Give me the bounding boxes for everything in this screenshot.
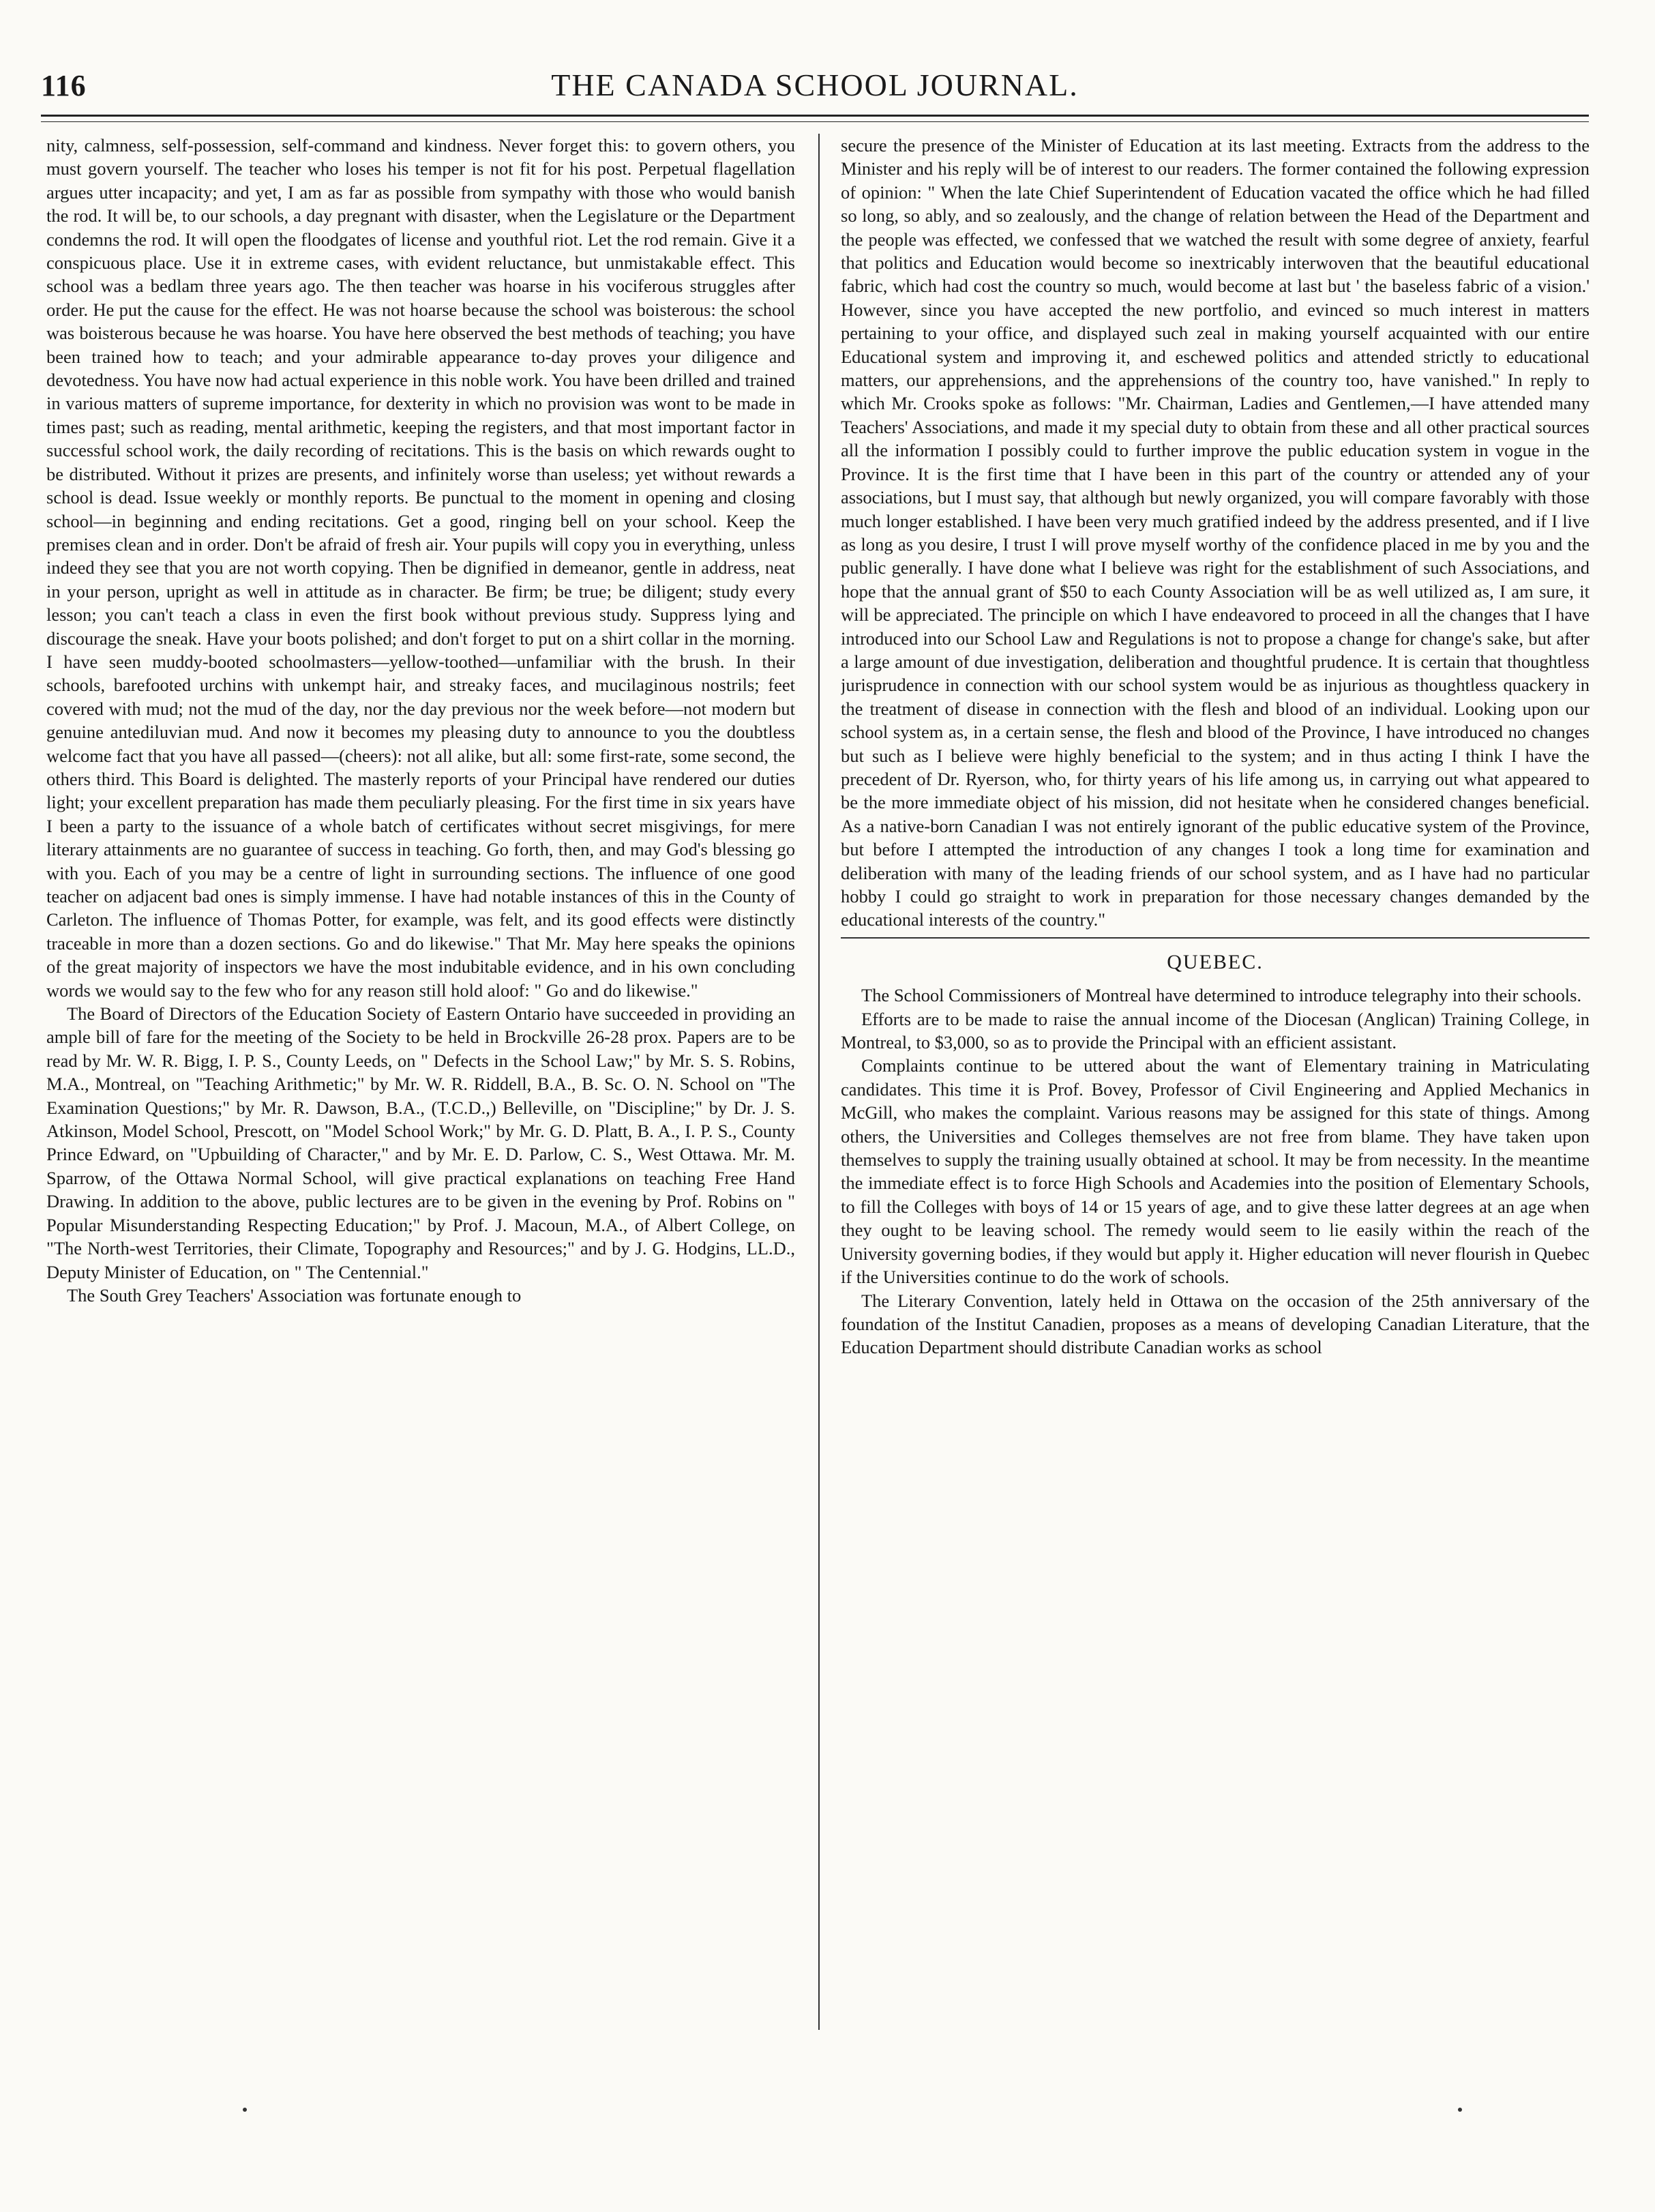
column-divider [818, 134, 820, 2030]
right-column [841, 134, 1590, 2173]
header-rule-thin [41, 121, 1589, 122]
section-rule [841, 937, 1590, 939]
header-rule [41, 115, 1589, 117]
left-paragraph-1: nity, calmness, self-possession, self-command and kindness. Never forget this: to govern others, you must govern yourself. The teacher who loses his temper is not fit for his post. Perpetual flagellation argues utter incapacity; and yet, I am as far as possible from sympathy with those who would banish the rod. It will be, to our schools, a day pregnant with disaster, when the Legislature or the Department condemns the rod. It will open the floodgates of license and youthful riot. Let the rod remain. Give it a conspicuous place. Use it in extreme cases, with evident reluctance, but unmistakable effect. This school was a bedlam three years ago. The then teacher was hoarse in his vociferous struggles after order. He put the cause for the effect. He was not hoarse because the school was boisterous: the school was boisterous because he was hoarse. You have here observed the best methods of teaching; you have been trained how to teach; and your admirable appearance to-day proves your diligence and devotedness. You have now had actual experience in this noble work. You have been drilled and trained in various matters of supreme importance, for dexterity in which no provision was wont to be made in times past; such as reading, mental arithmetic, keeping the registers, and that most important factor in successful school work, the daily recording of recitations. This is the basis on which rewards ought to be distributed. Without it prizes are presents, and infinitely worse than useless; yet without rewards a school is dead. Issue weekly or monthly reports. Be punctual to the moment in opening and closing school—in beginning and ending recitations. Get a good, ringing bell on your school. Keep the premises clean and in order. Don't be afraid of fresh air. Your pupils will copy you in everything, unless indeed they see that you are not worth copying. Then be dignified in demeanor, gentle in address, neat in your person, upright as well in attitude as in character. Be firm; be true; be diligent; study every lesson; you can't teach a class in even the first book without previous study. Suppress lying and discourage the sneak. Have your boots polished; and don't forget to put on a shirt collar in the morning. I have seen muddy-booted schoolmasters—yellow-toothed—unfamiliar with the brush. In their schools, barefooted urchins with unkempt hair, and streaky faces, and mucilaginous nostrils; feet covered with mud; not the mud of the day, nor the day previous nor the week before—not modern but genuine antediluvian mud. And now it becomes my pleasing duty to announce to you the doubtless welcome fact that you have all passed—(cheers): not all alike, but all: some first-rate, some second, the others third. This Board is delighted. The masterly reports of your Principal have rendered our duties light; your excellent preparation has made them peculiarly pleasing. For the first time in six years have I been a party to the issuance of a whole batch of certificates without secret misgivings, for mere literary attainments are no guarantee of success in teaching. Go forth, then, and may God's blessing go with you. Each of you may be a centre of light in surrounding sections. The influence of one good teacher on adjacent bad ones is simply immense. I have had notable instances of this in the County of Carleton. The influence of Thomas Potter, for example, was felt, and its good effects were distinctly traceable in more than a dozen sections. Go and do likewise." That Mr. May here speaks the opinions of the great majority of inspectors we have the most indubitable evidence, and in his own concluding words we would say to the few who for any reason still hold aloof: " Go and do likewise." [46, 135, 795, 1001]
left-column [46, 134, 795, 2173]
page-number: 116 [41, 69, 87, 102]
left-paragraph-2: The Board of Directors of the Education Society of Eastern Ontario have succeeded in providing an ample bill of fare for the meeting of the Society to be held in Brockville 26-28 prox. Papers are to be read by Mr. W. R. Bigg, I. P. S., County Leeds, on " Defects in the School Law;" by Mr. S. S. Robins, M.A., Montreal, on "Teaching Arithmetic;" by Mr. W. R. Riddell, B.A., B. Sc. O. N. School on "The Examination Questions;" by Mr. R. Dawson, B.A., (T.C.D.,) Belleville, on "Discipline;" by Dr. J. S. Atkinson, Model School, Prescott, on "Model School Work;" by Mr. G. D. Platt, B. A., I. P. S., County Prince Edward, on "Upbuilding of Character," and by Mr. E. D. Parlow, C. S., West Ottawa. Mr. M. Sparrow, of the Ottawa Normal School, will give practical explanations on teaching Free Hand Drawing. In addition to the above, public lectures are to be given in the evening by Prof. Robins on " Popular Misunderstanding Respecting Education;" by Prof. J. Macoun, M.A., of Albert College, on "The North-west Territories, their Climate, Topography and Resources;" and by J. G. Hodgins, LL.D., Deputy Minister of Education, on " The Centennial." [46, 1003, 795, 1282]
page-header [41, 55, 1589, 109]
section-heading-quebec: QUEBEC. [1167, 950, 1264, 973]
journal-title: THE CANADA SCHOOL JOURNAL. [551, 68, 1079, 102]
print-speck [1458, 2108, 1462, 2112]
right-paragraph-2: The School Commissioners of Montreal have determined to introduce telegraphy into their schools. [861, 985, 1582, 1006]
right-paragraph-5: The Literary Convention, lately held in Ottawa on the occasion of the 25th anniversary of the foundation of the Institut Canadien, proposes as a means of developing Canadian Literature, that the Education Department should distribute Canadian works as school [841, 1290, 1590, 1358]
right-paragraph-3: Efforts are to be made to raise the annual income of the Diocesan (Anglican) Training College, in Montreal, to $3,000, so as to provide the Principal with an efficient assistant. [841, 1008, 1590, 1053]
right-paragraph-1: secure the presence of the Minister of Education at its last meeting. Extracts from the address to the Minister and his reply will be of interest to our readers. The former contained the following expression of opinion: " When the late Chief Superintendent of Education vacated the office which he had filled so long, so ably, and so zealously, and the change of relation between the Head of the Department and the people was effected, we confessed that we watched the result with some degree of anxiety, fearful that politics and Education would become so inextricably interwoven that the beautiful educational fabric, which had cost the country so much, would become at last but ' the baseless fabric of a vision.' However, since you have accepted the new portfolio, and evinced so much interest in matters pertaining to your office, and displayed such zeal in making yourself acquainted with our entire Educational system and improving it, and eschewed politics and attended strictly to educational matters, our apprehensions, and the apprehensions of the country too, have vanished." In reply to which Mr. Crooks spoke as follows: "Mr. Chairman, Ladies and Gentlemen,—I have attended many Teachers' Associations, and made it my special duty to obtain from these and all other practical sources all the information I possibly could to further improve the public education system in vogue in the Province. It is the first time that I have been in this part of the country or attended any of your associations, but I must say, that although but newly organized, you will compare favorably with those much longer established. I have been very much gratified indeed by the address presented, and if I live as long as you desire, I trust I will prove myself worthy of the confidence placed in me by you and the public generally. I have done what I believe was right for the establishment of such Associations, and hope that the annual grant of $50 to each County Association will be as well utilized as, I am sure, it will be appreciated. The principle on which I have endeavored to proceed in all the changes that I have introduced into our School Law and Regulations is not to propose a change for change's sake, but after a large amount of due investigation, deliberation and thoughtful prudence. It is certain that thoughtless jurisprudence in connection with our school system would be as injurious as thoughtless quackery in the treatment of disease in connection with the flesh and blood of an individual. Looking upon our school system as, in a certain sense, the flesh and blood of the Province, I have introduced no changes but such as I believe were highly beneficial to the system; and in thus acting I think I have the precedent of Dr. Ryerson, who, for thirty years of his life among us, in carrying out what appeared to be the more immediate object of his mission, did not hesitate when he considered changes beneficial. As a native-born Canadian I was not entirely ignorant of the public educative system of the Province, but before I attempted the introduction of any changes I took a long time for examination and deliberation with many of the leading friends of our school system, and as I have had no particular hobby I could go straight to work in preparation for those necessary changes demanded by the educational interests of the country." [841, 135, 1590, 930]
print-speck [243, 2108, 247, 2112]
right-paragraph-4: Complaints continue to be uttered about the want of Elementary training in Matriculating candidates. This time it is Prof. Bovey, Professor of Civil Engineering and Applied Mechanics in McGill, who makes the complaint. Various reasons may be assigned for this state of things. Among others, the Universities and Colleges themselves are not free from blame. They have taken upon themselves to supply the training usually obtained at school. It may be from necessity. In the meantime the immediate effect is to force High Schools and Academies into the position of Elementary Schools, to fill the Colleges with boys of 14 or 15 years of age, and to give these latter degrees at an age when they ought to be leaving school. The remedy would seem to lie easily within the reach of the University governing bodies, if they would but apply it. Higher education will never flourish in Quebec if the Universities continue to do the work of schools. [841, 1055, 1590, 1288]
left-paragraph-3: The South Grey Teachers' Association was fortunate enough to [67, 1284, 522, 1306]
